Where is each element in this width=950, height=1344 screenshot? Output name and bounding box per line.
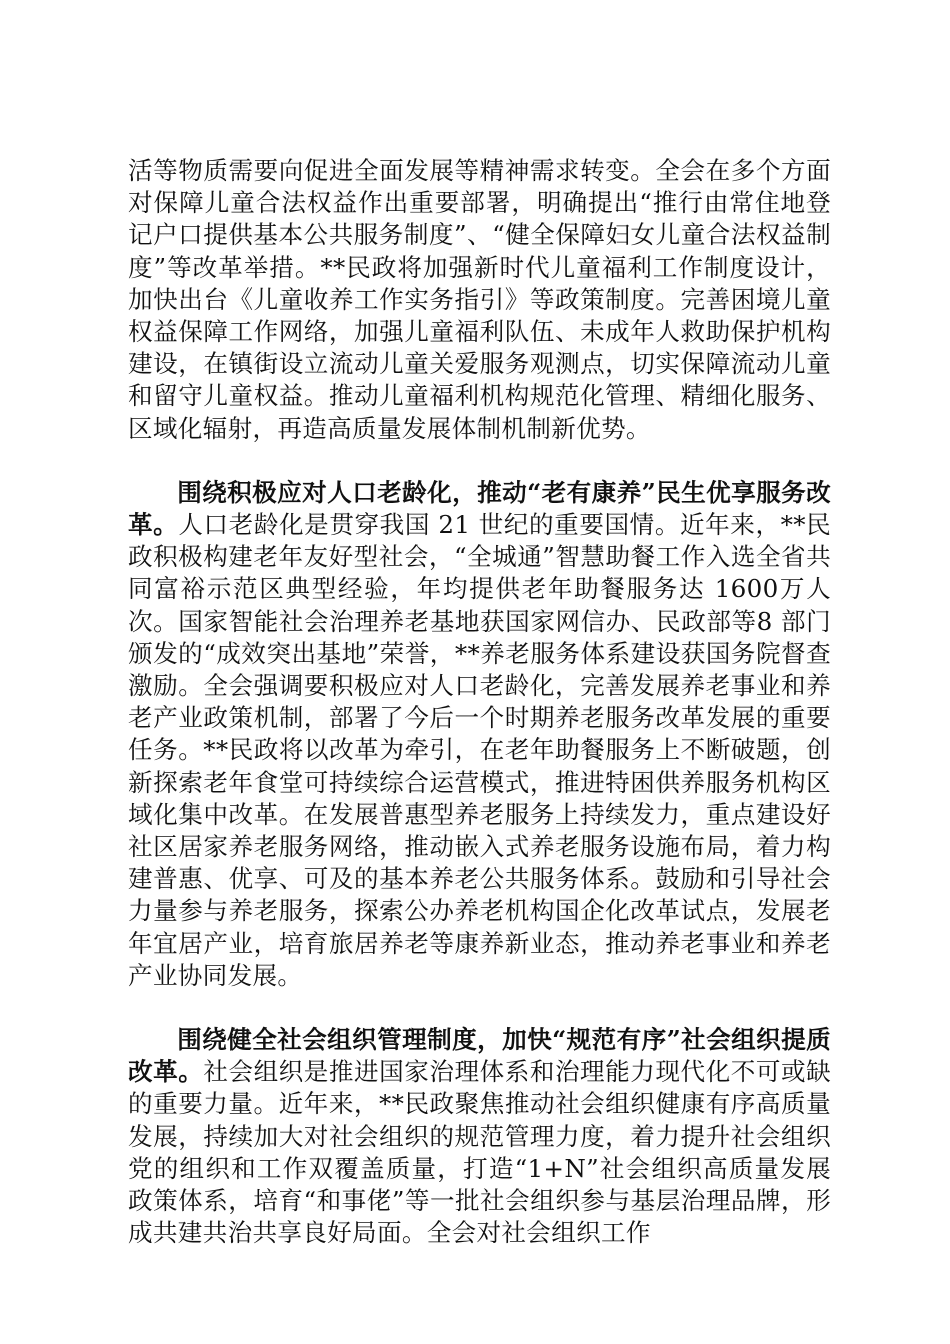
paragraph-social-organizations	[128, 1024, 831, 1249]
paragraph-child-welfare	[128, 155, 831, 445]
section-heading: 围绕健全社会组织管理制度，加快“规范有序”社会组织提质改革。	[128, 1025, 831, 1087]
paragraph-body: 社会组织是推进国家治理体系和治理能力现代化不可或缺的重要力量。近年来，**民政聚焦推动社会组织健康有序高质量发展，持续加大对社会组织的规范管理力度，着力提升社会组织党的组织和工作双覆盖质量，打造“1+N”社会组织高质量发展政策体系，培育“和事佬”等一批社会组织参与基层治理品牌，形成共建共治共享良好局面。全会对社会组织工作	[128, 1057, 831, 1248]
document-page	[128, 155, 831, 1250]
paragraph-body: 活等物质需要向促进全面发展等精神需求转变。全会在多个方面对保障儿童合法权益作出重要部署，明确提出“推行由常住地登记户口提供基本公共服务制度”、“健全保障妇女儿童合法权益制度”等改革举措。**民政将加强新时代儿童福利工作制度设计，加快出台《儿童收养工作实务指引》等政策制度。完善困境儿童权益保障工作网络，加强儿童福利队伍、未成年人救助保护机构建设，在镇街设立流动儿童关爱服务观测点，切实保障流动儿童和留守儿童权益。推动儿童福利机构规范化管理、精细化服务、区域化辐射，再造高质量发展体制机制新优势。	[128, 156, 831, 443]
paragraph-body: 人口老龄化是贯穿我国 21 世纪的重要国情。近年来，**民政积极构建老年友好型社会，“全城通”智慧助餐工作入选全省共同富裕示范区典型经验，年均提供老年助餐服务达 1600万人次。国家智能社会治理养老基地获国家网信办、民政部等8 部门颁发的“成效突出基地”荣誉，**养老服务体系建设获国务院督查激励。全会强调要积极应对人口老龄化，完善发展养老事业和养老产业政策机制，部署了今后一个时期养老服务改革发展的重要任务。**民政将以改革为牵引，在老年助餐服务上不断破题，创新探索老年食堂可持续综合运营模式，推进特困供养服务机构区域化集中改革。在发展普惠型养老服务上持续发力，重点建设好社区居家养老服务网络，推动嵌入式养老服务设施布局，着力构建普惠、优享、可及的基本养老公共服务体系。鼓励和引导社会力量参与养老服务，探索公办养老机构国企化改革试点，发展老年宜居产业，培育旅居养老等康养新业态，推动养老事业和养老产业协同发展。	[128, 510, 831, 990]
paragraph-elderly-care	[128, 477, 831, 992]
section-heading: 围绕积极应对人口老龄化，推动“老有康养”民生优享服务改革。	[128, 477, 831, 540]
